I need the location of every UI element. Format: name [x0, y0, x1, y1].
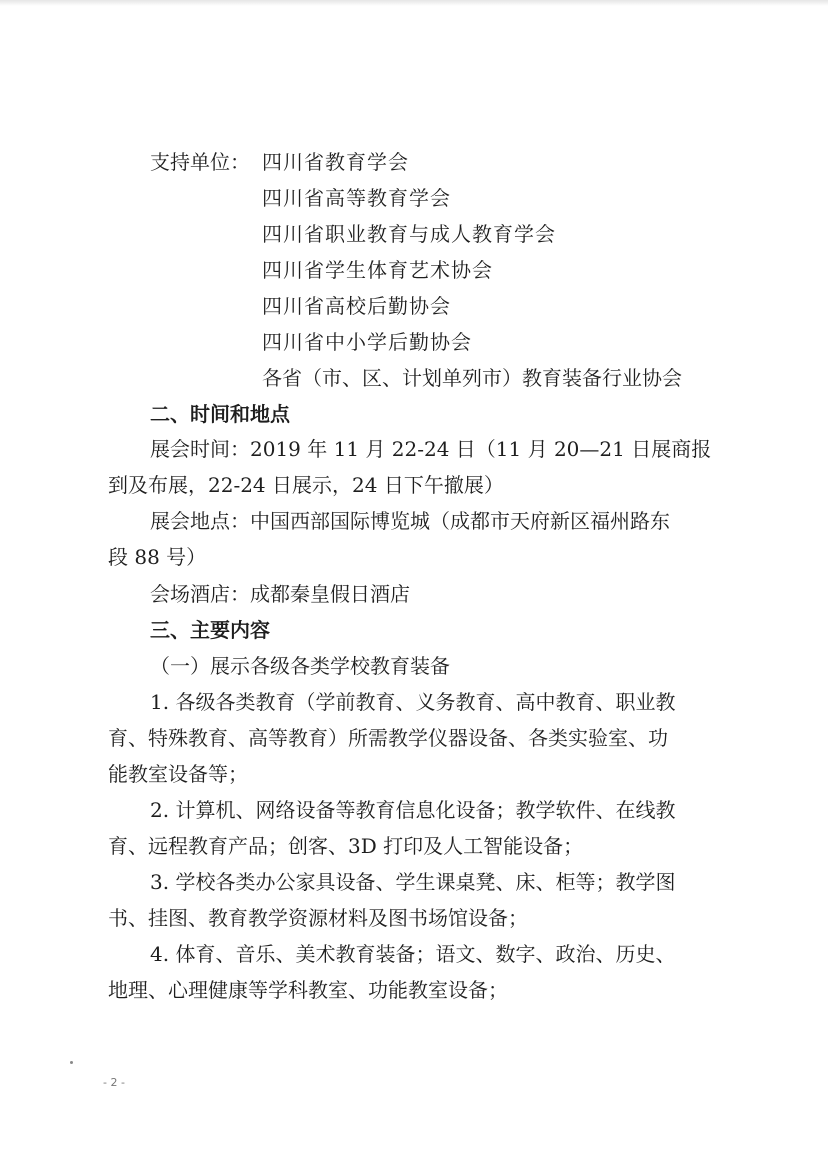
support-org-3: 四川省职业教育与成人教育学会	[262, 222, 556, 246]
venue-hotel: 会场酒店：成都秦皇假日酒店	[150, 582, 410, 606]
page-number: - 2 -	[103, 1076, 125, 1089]
support-org-7: 各省（市、区、计划单列市）教育装备行业协会	[262, 366, 682, 390]
section-3-heading: 三、主要内容	[150, 618, 270, 642]
item-2-line-2: 育、远程教育产品；创客、3D 打印及人工智能设备；	[108, 834, 584, 858]
support-org-2: 四川省高等教育学会	[262, 186, 451, 210]
support-org-4: 四川省学生体育艺术协会	[262, 258, 493, 282]
item-4-line-1: 4. 体育、音乐、美术教育装备；语文、数字、政治、历史、	[150, 942, 676, 966]
support-org-5: 四川省高校后勤协会	[262, 294, 451, 318]
item-1-line-1: 1. 各级各类教育（学前教育、义务教育、高中教育、职业教	[150, 690, 676, 714]
exhibition-venue-line-2: 段 88 号）	[108, 545, 207, 569]
support-org-1: 四川省教育学会	[262, 150, 409, 174]
support-org-6: 四川省中小学后勤协会	[262, 330, 472, 354]
exhibition-time-line-1: 展会时间：2019 年 11 月 22-24 日（11 月 20—21 日展商报	[150, 437, 712, 461]
item-3-line-1: 3. 学校各类办公家具设备、学生课桌凳、床、柜等；教学图	[150, 870, 676, 894]
item-3-line-2: 书、挂图、教育教学资源材料及图书场馆设备；	[108, 906, 528, 930]
item-4-line-2: 地理、心理健康等学科教室、功能教室设备；	[108, 978, 508, 1002]
section-3-subheading: （一）展示各级各类学校教育装备	[150, 654, 450, 678]
scan-edge	[0, 0, 828, 6]
scan-speck	[70, 1061, 73, 1064]
item-2-line-1: 2. 计算机、网络设备等教育信息化设备；教学软件、在线教	[150, 798, 676, 822]
exhibition-time-line-2: 到及布展，22-24 日展示，24 日下午撤展）	[108, 473, 504, 497]
support-label: 支持单位：	[150, 150, 250, 174]
item-1-line-2: 育、特殊教育、高等教育）所需教学仪器设备、各类实验室、功	[108, 726, 668, 750]
exhibition-venue-line-1: 展会地点：中国西部国际博览城（成都市天府新区福州路东	[150, 509, 670, 533]
item-1-line-3: 能教室设备等；	[108, 762, 248, 786]
section-2-heading: 二、时间和地点	[150, 402, 290, 426]
